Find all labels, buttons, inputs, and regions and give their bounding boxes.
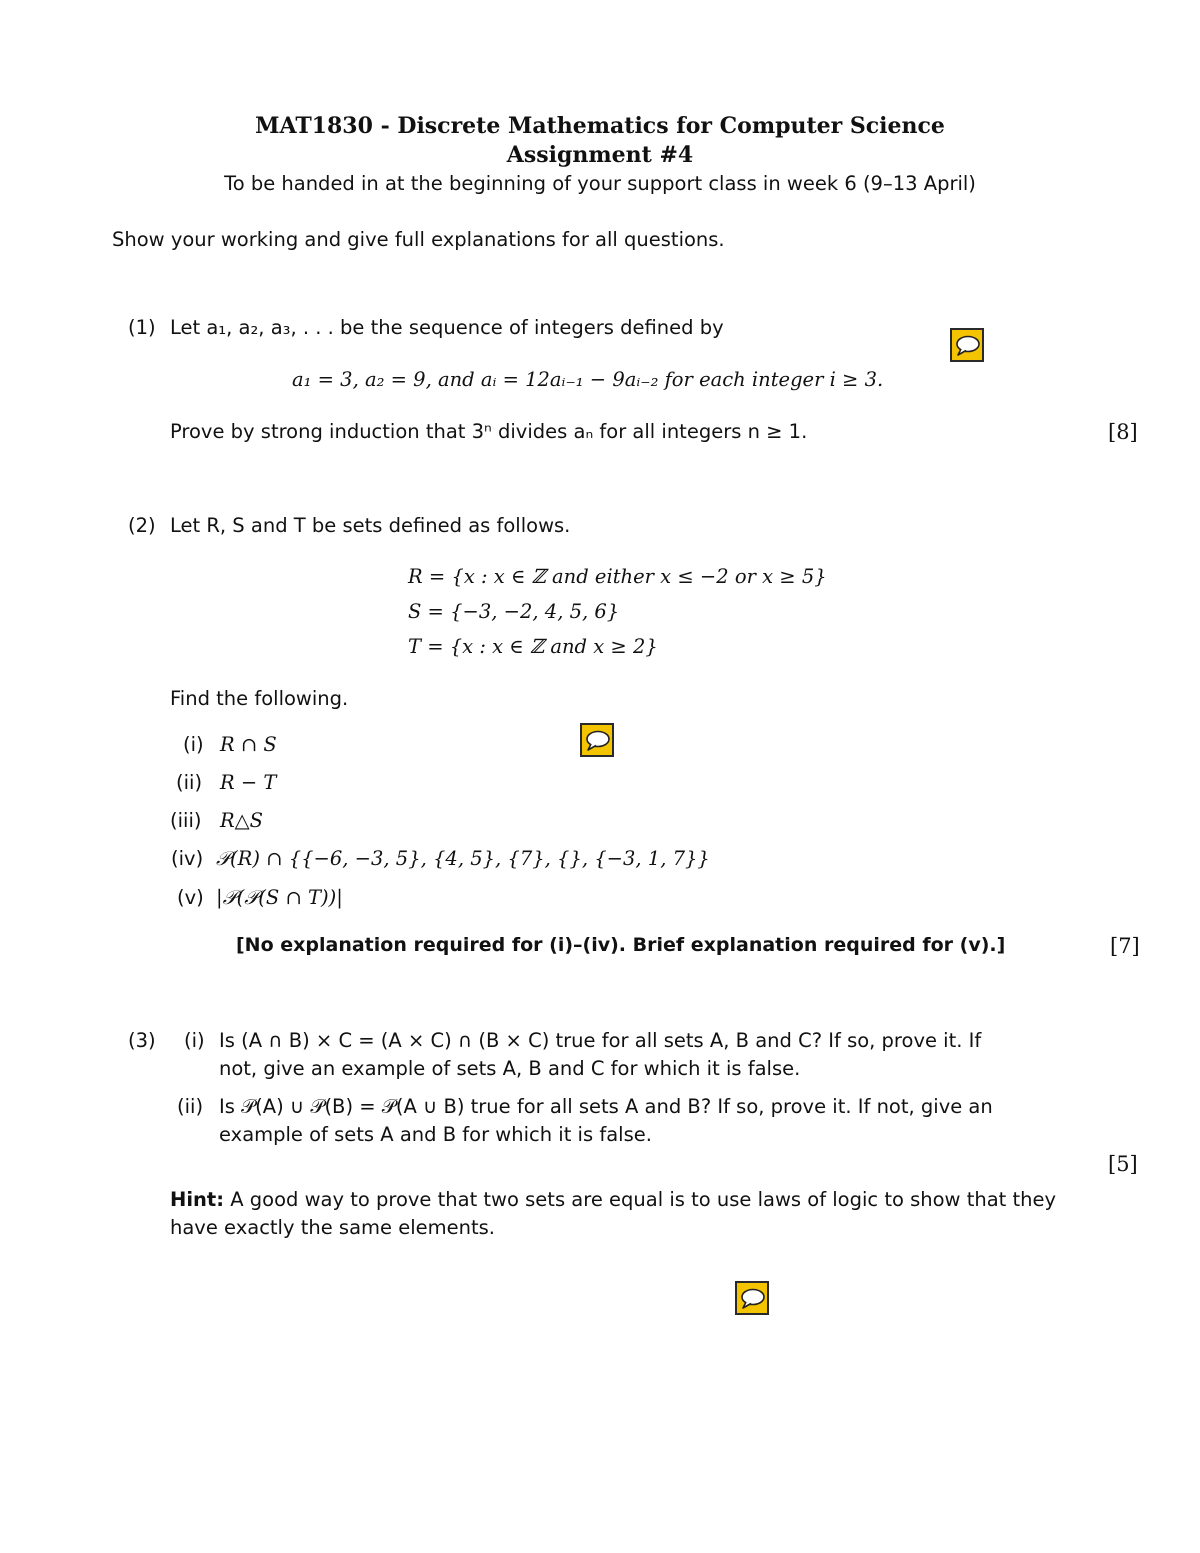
- question-2-find: Find the following.: [170, 687, 349, 710]
- part-expression: 𝒫(R) ∩ {{−6, −3, 5}, {4, 5}, {7}, {}, {−3, 1, 7}}: [216, 847, 710, 870]
- question-2-number: (2): [128, 514, 156, 537]
- hint-label: Hint:: [170, 1188, 225, 1211]
- comment-note-icon[interactable]: [950, 328, 984, 362]
- due-date-text: To be handed in at the beginning of your support class in week 6 (9–13 April): [224, 172, 976, 195]
- comment-note-icon[interactable]: [580, 723, 614, 757]
- question-1-task: Prove by strong induction that 3ⁿ divides aₙ for all integers n ≥ 1.: [170, 420, 808, 443]
- course-title: MAT1830 - Discrete Mathematics for Computer Science: [255, 113, 945, 139]
- part-label: (iii): [170, 809, 202, 832]
- part-label: (ii): [177, 1095, 204, 1118]
- part-label: (i): [183, 733, 204, 756]
- question-3-part-i-line2: not, give an example of sets A, B and C for which it is false.: [219, 1057, 801, 1080]
- comment-note-icon[interactable]: [735, 1281, 769, 1315]
- question-1-definition: a₁ = 3, a₂ = 9, and aᵢ = 12aᵢ₋₁ − 9aᵢ₋₂ for each integer i ≥ 3.: [292, 368, 884, 391]
- question-1-marks: [8]: [1108, 420, 1138, 444]
- question-3-part-i-line1: Is (A ∩ B) × C = (A × C) ∩ (B × C) true for all sets A, B and C? If so, prove it. If: [219, 1029, 982, 1052]
- question-1-number: (1): [128, 316, 156, 339]
- question-3-part-ii-line2: example of sets A and B for which it is false.: [219, 1123, 652, 1146]
- hint-text: A good way to prove that two sets are equal is to use laws of logic to show that they: [230, 1188, 1057, 1211]
- part-expression: R ∩ S: [220, 733, 277, 756]
- question-2-intro: Let R, S and T be sets defined as follows.: [170, 514, 571, 537]
- question-3-number: (3): [128, 1029, 156, 1052]
- question-3-hint-line2: have exactly the same elements.: [170, 1216, 495, 1239]
- part-label: (v): [177, 886, 204, 909]
- question-3-marks: [5]: [1108, 1152, 1138, 1176]
- assignment-title: Assignment #4: [506, 142, 694, 168]
- question-1-intro: Let a₁, a₂, a₃, . . . be the sequence of integers defined by: [170, 316, 724, 339]
- question-2-marks: [7]: [1110, 934, 1140, 958]
- part-expression: R△S: [220, 809, 264, 832]
- part-expression: |𝒫(𝒫(S ∩ T))|: [216, 886, 343, 909]
- set-r-definition: R = {x : x ∈ ℤ and either x ≤ −2 or x ≥ 5}: [408, 565, 827, 588]
- part-label: (ii): [176, 771, 203, 794]
- question-3-part-ii-line1: Is 𝒫(A) ∪ 𝒫(B) = 𝒫(A ∪ B) true for all sets A and B? If so, prove it. If not, give an: [219, 1095, 993, 1118]
- question-3-hint-line1: [170, 1188, 1056, 1211]
- part-label: (iv): [171, 847, 204, 870]
- set-t-definition: T = {x : x ∈ ℤ and x ≥ 2}: [408, 635, 658, 658]
- part-expression: R − T: [220, 771, 277, 794]
- set-s-definition: S = {−3, −2, 4, 5, 6}: [408, 600, 620, 623]
- question-2-note: [No explanation required for (i)–(iv). Brief explanation required for (v).]: [236, 934, 1006, 956]
- part-label: (i): [184, 1029, 205, 1052]
- instructions-text: Show your working and give full explanations for all questions.: [112, 228, 725, 251]
